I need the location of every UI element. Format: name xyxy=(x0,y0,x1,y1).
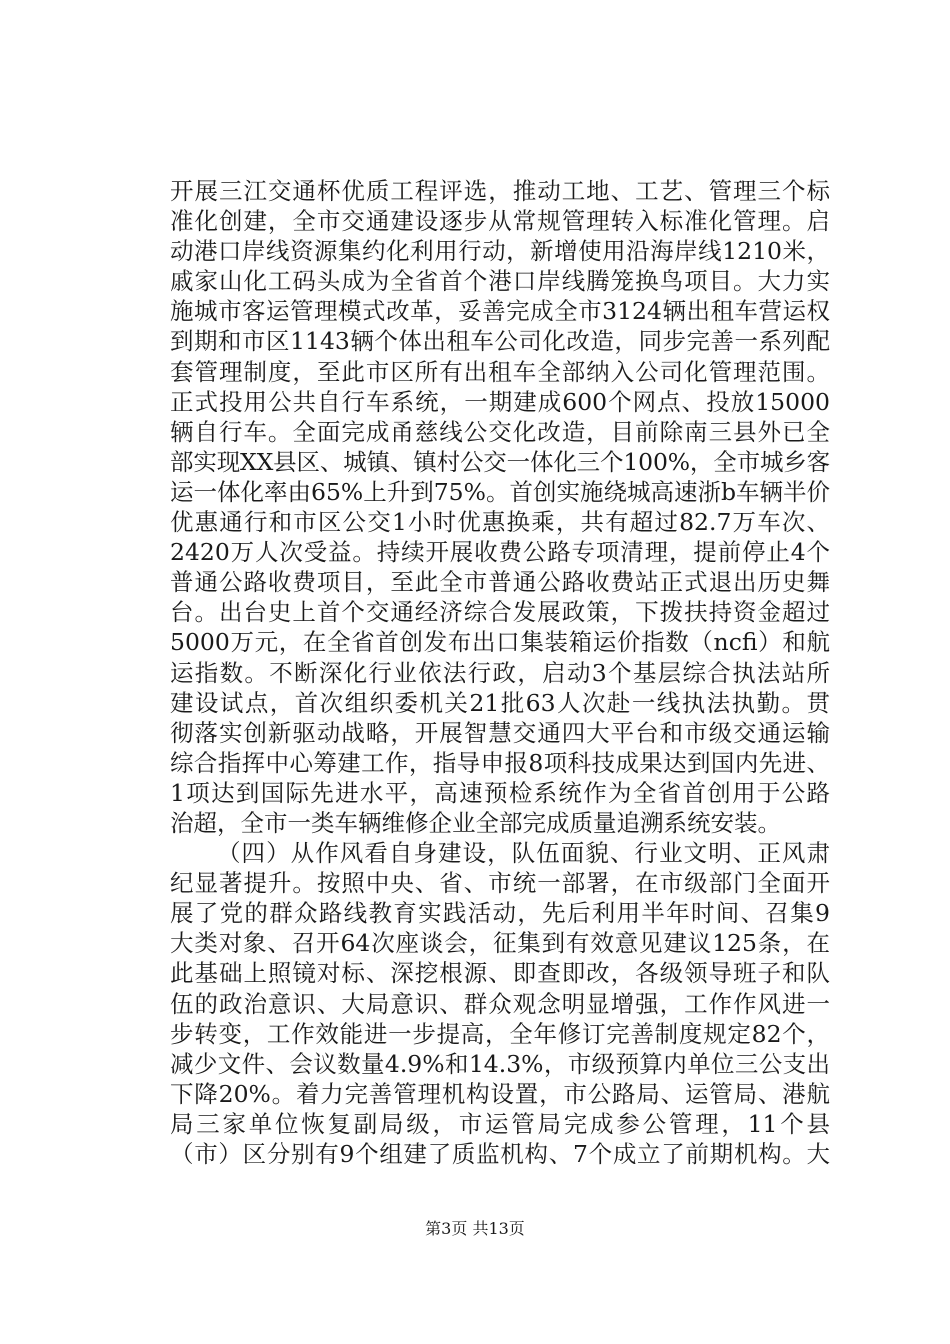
body-text xyxy=(170,176,830,1169)
text-line: 步转变，工作效能进一步提高，全年修订完善制度规定82个， xyxy=(170,1019,830,1048)
text-line: 局三家单位恢复副局级，市运管局完成参公管理，11个县 xyxy=(170,1109,830,1138)
text-line: 优惠通行和市区公交1小时优惠换乘，共有超过82.7万车次、 xyxy=(170,508,830,537)
text-line: （四）从作风看自身建设，队伍面貌、行业文明、正风肃 xyxy=(217,839,830,868)
page-number-label: 第3页 共13页 xyxy=(425,1219,525,1238)
text-line: 正式投用公共自行车系统，一期建成600个网点、投放15000 xyxy=(170,387,830,416)
text-line: 套管理制度，至此市区所有出租车全部纳入公司化管理范围。 xyxy=(170,357,830,386)
text-line: 动港口岸线资源集约化利用行动，新增使用沿海岸线1210米， xyxy=(170,237,830,266)
text-line: 建设试点，首次组织委机关21批63人次赴一线执法执勤。贯 xyxy=(170,688,830,717)
text-line: （市）区分别有9个组建了质监机构、7个成立了前期机构。大 xyxy=(170,1140,830,1168)
text-line: 治超，全市一类车辆维修企业全部完成质量追溯系统安装。 xyxy=(170,808,781,837)
text-line: 2420万人次受益。持续开展收费公路专项清理，提前停止4个 xyxy=(170,538,830,567)
text-line: 此基础上照镜对标、深挖根源、即查即改，各级领导班子和队 xyxy=(170,959,830,988)
text-line: 减少文件、会议数量4.9%和14.3%，市级预算内单位三公支出 xyxy=(170,1049,830,1078)
text-line: 彻落实创新驱动战略，开展智慧交通四大平台和市级交通运输 xyxy=(170,718,830,747)
text-line: 施城市客运管理模式改革，妥善完成全市3124辆出租车营运权 xyxy=(170,297,830,326)
text-line: 大类对象、召开64次座谈会，征集到有效意见建议125条，在 xyxy=(170,929,830,958)
text-line: 到期和市区1143辆个体出租车公司化改造，同步完善一系列配 xyxy=(170,327,830,356)
text-line: 1项达到国际先进水平，高速预检系统作为全省首创用于公路 xyxy=(170,778,830,807)
text-line: 运一体化率由65%上升到75%。首创实施绕城高速浙b车辆半价 xyxy=(170,477,830,506)
text-line: 戚家山化工码头成为全省首个港口岸线腾笼换鸟项目。大力实 xyxy=(170,267,830,296)
text-line: 普通公路收费项目，至此全市普通公路收费站正式退出历史舞 xyxy=(170,568,830,597)
text-line: 纪显著提升。按照中央、省、市统一部署，在市级部门全面开 xyxy=(170,869,830,898)
text-line: 伍的政治意识、大局意识、群众观念明显增强，工作作风进一 xyxy=(170,989,830,1018)
text-line: 综合指挥中心筹建工作，指导申报8项科技成果达到国内先进、 xyxy=(170,748,830,777)
text-line: 准化创建，全市交通建设逐步从常规管理转入标准化管理。启 xyxy=(170,207,830,236)
text-line: 运指数。不断深化行业依法行政，启动3个基层综合执法站所 xyxy=(170,658,830,687)
text-line: 台。出台史上首个交通经济综合发展政策，下拨扶持资金超过 xyxy=(170,598,830,627)
page-footer xyxy=(0,1216,950,1239)
text-line: 辆自行车。全面完成甬慈线公交化改造，目前除南三县外已全 xyxy=(170,417,830,446)
text-line: 展了党的群众路线教育实践活动，先后利用半年时间、召集9 xyxy=(170,899,830,928)
text-line: 部实现XX县区、城镇、镇村公交一体化三个100%，全市城乡客 xyxy=(170,447,830,476)
text-line: 5000万元，在全省首创发布出口集装箱运价指数（ncfi）和航 xyxy=(170,628,830,657)
text-line: 下降20%。着力完善管理机构设置，市公路局、运管局、港航 xyxy=(170,1079,830,1108)
text-line: 开展三江交通杯优质工程评选，推动工地、工艺、管理三个标 xyxy=(170,177,830,205)
